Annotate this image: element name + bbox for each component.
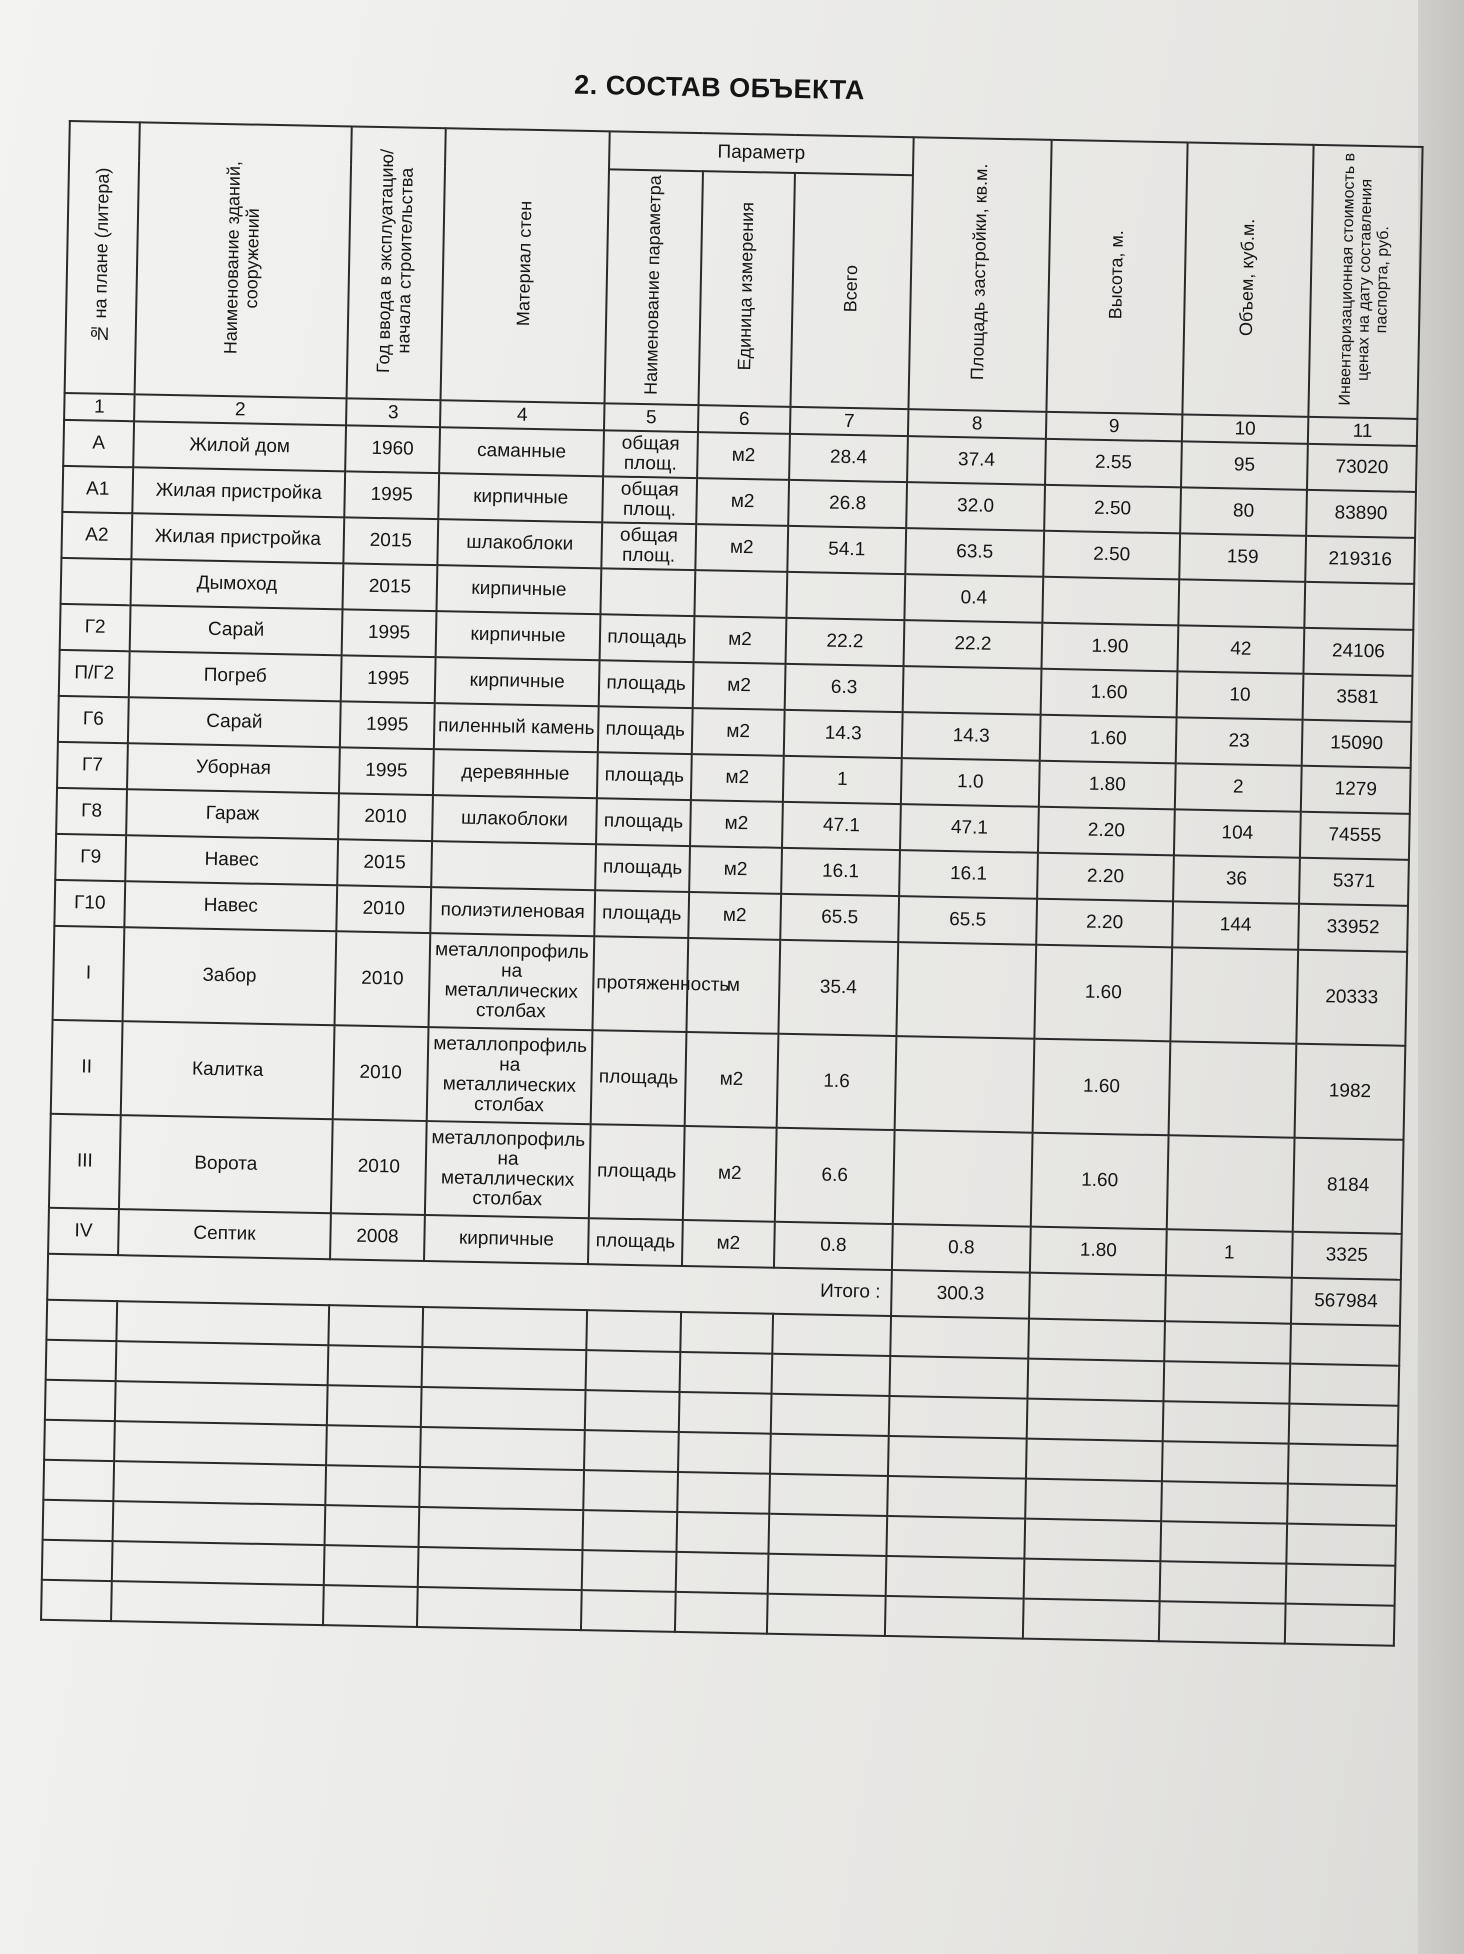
cell-year: 1960: [345, 425, 440, 473]
blank-cell: [888, 1436, 1027, 1479]
cell-name: Септик: [118, 1209, 331, 1259]
cell-unit: м2: [690, 800, 783, 848]
cell-unit: м2: [691, 754, 784, 802]
blank-cell: [1285, 1604, 1395, 1646]
blank-cell: [767, 1594, 886, 1636]
cell-height: 1.80: [1030, 1227, 1167, 1276]
totals-label: Итого :: [47, 1254, 892, 1316]
blank-cell: [327, 1385, 422, 1427]
cell-year: 1995: [342, 609, 437, 657]
cell-height: 1.80: [1039, 761, 1176, 810]
cell-area: [896, 942, 1036, 1039]
cell-year: 2008: [330, 1213, 425, 1261]
blank-cell: [772, 1314, 891, 1356]
col-number: 9: [1046, 412, 1182, 442]
cell-total: 28.4: [789, 434, 908, 482]
cell-area: 16.1: [899, 850, 1038, 899]
header-lit: № на плане (литера): [65, 121, 140, 394]
cell-volume: 10: [1177, 671, 1304, 719]
cell-param: [600, 568, 695, 616]
blank-cell: [1160, 1521, 1287, 1563]
cell-height: 1.60: [1034, 945, 1172, 1042]
blank-cell: [1026, 1439, 1163, 1482]
cell-wall: кирпичные: [438, 473, 603, 522]
header-total: Всего: [790, 173, 912, 409]
cell-lit: Г6: [58, 696, 129, 743]
blank-cell: [680, 1312, 773, 1354]
col-number: 6: [698, 405, 791, 434]
cell-wall: кирпичные: [436, 565, 601, 614]
cell-lit: [61, 558, 132, 605]
cell-area: 47.1: [900, 804, 1039, 853]
cell-volume: 144: [1172, 901, 1299, 949]
blank-cell: [1286, 1524, 1396, 1566]
cell-height: 2.20: [1037, 853, 1174, 902]
cell-area: [903, 666, 1042, 715]
cell-wall: [431, 841, 596, 890]
cell-param: площадь: [599, 660, 694, 708]
cell-name: Калитка: [121, 1021, 335, 1119]
cell-unit: м2: [694, 616, 787, 664]
blank-cell: [420, 1427, 585, 1470]
header-cost: Инвентаризационная стоимость в ценах на дату составления паспорта, руб.: [1308, 145, 1422, 419]
cell-volume: 159: [1179, 533, 1306, 581]
cell-volume: 23: [1176, 717, 1303, 765]
totals-area: 300.3: [891, 1270, 1030, 1319]
cell-cost: 83890: [1306, 490, 1416, 538]
cell-unit: м2: [693, 662, 786, 710]
cell-total: 1.6: [777, 1034, 897, 1130]
cell-height: 2.50: [1044, 485, 1181, 534]
cell-param: площадь: [594, 890, 689, 938]
blank-cell: [325, 1465, 420, 1507]
cell-year: 2010: [331, 1119, 427, 1215]
cell-wall: саманные: [439, 427, 604, 476]
cell-unit: [694, 570, 787, 618]
blank-cell: [422, 1307, 587, 1350]
blank-cell: [422, 1347, 587, 1390]
cell-lit: А2: [61, 512, 132, 559]
blank-cell: [42, 1540, 113, 1581]
blank-cell: [115, 1381, 328, 1425]
cell-total: 22.2: [786, 618, 905, 666]
blank-cell: [1159, 1601, 1286, 1643]
blank-cell: [586, 1350, 681, 1392]
cell-total: 16.1: [781, 848, 900, 896]
cell-height: 2.55: [1045, 439, 1182, 488]
blank-cell: [1290, 1324, 1400, 1366]
cell-area: 14.3: [902, 712, 1041, 761]
blank-cell: [1027, 1359, 1164, 1402]
header-unit: Единица измерения: [698, 171, 794, 407]
blank-cell: [887, 1476, 1026, 1519]
blank-cell: [769, 1474, 888, 1516]
col-number: 11: [1308, 417, 1417, 446]
cell-height: 1.60: [1041, 669, 1178, 718]
totals-empty: [1029, 1273, 1166, 1322]
cell-lit: Г7: [57, 742, 128, 789]
cell-lit: III: [49, 1114, 121, 1209]
cell-lit: II: [51, 1020, 123, 1115]
cell-wall: шлакоблоки: [432, 795, 597, 844]
col-number: 7: [790, 407, 909, 436]
cell-wall: кирпичные: [424, 1215, 589, 1264]
blank-cell: [678, 1432, 771, 1474]
cell-year: 2015: [343, 563, 438, 611]
cell-volume: [1167, 1135, 1295, 1231]
cell-unit: м2: [696, 478, 789, 526]
cell-param: площадь: [591, 1030, 687, 1126]
cell-name: Жилой дом: [133, 421, 346, 471]
cell-wall: деревянные: [433, 749, 598, 798]
cell-total: 54.1: [787, 526, 906, 574]
cell-cost: 1982: [1295, 1044, 1406, 1140]
cell-param: площадь: [588, 1218, 683, 1266]
cell-unit: м2: [697, 432, 790, 480]
header-area: Площадь застройки, кв.м.: [908, 137, 1051, 412]
cell-volume: [1170, 947, 1298, 1043]
cell-volume: 95: [1181, 441, 1308, 489]
blank-cell: [326, 1425, 421, 1467]
cell-total: 6.3: [785, 664, 904, 712]
header-height: Высота, м.: [1046, 140, 1187, 415]
blank-cell: [1164, 1321, 1291, 1363]
cell-name: Уборная: [127, 743, 340, 793]
cell-total: 6.6: [775, 1128, 895, 1224]
cell-lit: Г9: [55, 834, 126, 881]
object-composition-table: [40, 120, 1424, 1647]
blank-cell: [677, 1472, 770, 1514]
cell-name: Сарай: [128, 697, 341, 747]
cell-wall: пиленный камень: [434, 703, 599, 752]
blank-cell: [1286, 1564, 1396, 1606]
blank-cell: [43, 1500, 114, 1541]
cell-area: 37.4: [907, 436, 1046, 485]
cell-year: 2010: [333, 1025, 429, 1121]
blank-cell: [885, 1596, 1024, 1639]
cell-cost: 3581: [1303, 674, 1413, 722]
cell-lit: IV: [48, 1208, 119, 1255]
cell-year: 1995: [341, 655, 436, 703]
cell-area: 22.2: [904, 620, 1043, 669]
blank-cell: [768, 1554, 887, 1596]
blank-cell: [1289, 1364, 1399, 1406]
cell-param: протяженность: [592, 936, 688, 1032]
cell-area: 1.0: [901, 758, 1040, 807]
cell-cost: 33952: [1298, 904, 1408, 952]
cell-volume: 36: [1173, 855, 1300, 903]
blank-cell: [1024, 1519, 1161, 1562]
cell-wall: металлопрофиль на металлических столбах: [427, 1027, 593, 1124]
cell-cost: 1279: [1301, 766, 1411, 814]
cell-height: 2.20: [1038, 807, 1175, 856]
blank-cell: [116, 1301, 329, 1345]
cell-name: Погреб: [129, 651, 342, 701]
cell-cost: [1304, 582, 1414, 630]
cell-param: площадь: [600, 614, 695, 662]
blank-cell: [676, 1552, 769, 1594]
col-number: 5: [604, 403, 699, 432]
blank-cell: [45, 1380, 116, 1421]
blank-cell: [46, 1340, 117, 1381]
blank-cell: [890, 1356, 1029, 1399]
blank-cell: [586, 1310, 681, 1352]
cell-height: 1.60: [1031, 1133, 1169, 1230]
cell-area: 0.8: [892, 1224, 1031, 1273]
cell-volume: [1178, 579, 1305, 627]
cell-area: [895, 1036, 1035, 1133]
cell-name: Ворота: [119, 1115, 333, 1213]
cell-name: Навес: [125, 835, 338, 885]
cell-cost: 219316: [1305, 536, 1415, 584]
cell-unit: м2: [683, 1126, 777, 1222]
blank-cell: [419, 1507, 584, 1550]
cell-cost: 73020: [1307, 444, 1417, 492]
col-number: 2: [134, 394, 346, 425]
cell-year: 2015: [343, 517, 438, 565]
blank-cell: [1160, 1561, 1287, 1603]
blank-cell: [323, 1585, 418, 1627]
cell-wall: металлопрофиль на металлических столбах: [425, 1121, 591, 1218]
blank-cell: [675, 1592, 768, 1634]
cell-wall: шлакоблоки: [437, 519, 602, 568]
cell-total: [786, 572, 905, 620]
cell-name: Жилая пристройка: [132, 467, 345, 517]
blank-cell: [585, 1390, 680, 1432]
cell-name: Забор: [123, 927, 337, 1025]
cell-height: [1042, 577, 1179, 626]
blank-cell: [44, 1420, 115, 1461]
blank-cell: [1287, 1484, 1397, 1526]
cell-wall: полиэтиленовая: [430, 887, 595, 936]
blank-cell: [770, 1434, 889, 1476]
blank-cell: [886, 1556, 1025, 1599]
blank-cell: [113, 1501, 326, 1545]
blank-cell: [886, 1516, 1025, 1559]
blank-cell: [417, 1587, 582, 1630]
blank-cell: [46, 1300, 117, 1341]
blank-cell: [581, 1590, 676, 1632]
cell-total: 65.5: [780, 894, 899, 942]
blank-cell: [768, 1514, 887, 1556]
col-number: 1: [64, 393, 135, 421]
cell-param: площадь: [598, 706, 693, 754]
cell-total: 14.3: [784, 710, 903, 758]
cell-volume: 104: [1174, 809, 1301, 857]
blank-cell: [772, 1354, 891, 1396]
cell-total: 26.8: [788, 480, 907, 528]
col-number: 4: [440, 400, 604, 430]
header-name: Наименование зданий, сооружений: [135, 122, 352, 398]
cell-unit: м2: [689, 846, 782, 894]
cell-param: площадь: [589, 1124, 685, 1220]
cell-cost: 3325: [1292, 1232, 1402, 1280]
header-param-name: Наименование параметра: [605, 169, 703, 405]
blank-cell: [1163, 1361, 1290, 1403]
cell-height: 2.20: [1036, 899, 1173, 948]
cell-year: 1995: [340, 701, 435, 749]
cell-param: общая площ.: [602, 476, 697, 524]
cell-volume: [1169, 1041, 1297, 1137]
cell-cost: 8184: [1293, 1138, 1404, 1234]
blank-cell: [421, 1387, 586, 1430]
blank-cell: [1024, 1559, 1161, 1602]
header-param-group: Параметр: [609, 131, 914, 175]
header-year: Год ввода в эксплуатацию/начала строительства: [347, 126, 446, 400]
blank-cell: [676, 1512, 769, 1554]
cell-area: 32.0: [906, 482, 1045, 531]
blank-cell: [114, 1421, 327, 1465]
cell-param: площадь: [595, 844, 690, 892]
totals-empty: [1165, 1275, 1292, 1323]
cell-total: 0.8: [774, 1222, 893, 1270]
cell-year: 2015: [337, 839, 432, 887]
cell-lit: А: [63, 420, 134, 467]
blank-cell: [1289, 1404, 1399, 1446]
blank-cell: [328, 1305, 423, 1347]
totals-cost: 567984: [1291, 1278, 1401, 1326]
blank-cell: [324, 1545, 419, 1587]
cell-year: 2010: [335, 931, 431, 1027]
cell-total: 35.4: [778, 940, 898, 1036]
blank-cell: [1163, 1401, 1290, 1443]
blank-cell: [1161, 1481, 1288, 1523]
cell-lit: I: [53, 926, 125, 1021]
header-wall: Материал стен: [441, 128, 610, 403]
cell-year: 2010: [336, 885, 431, 933]
cell-height: 1.60: [1033, 1039, 1171, 1136]
blank-cell: [418, 1547, 583, 1590]
cell-cost: 74555: [1300, 812, 1410, 860]
blank-cell: [1288, 1444, 1398, 1486]
cell-volume: 1: [1166, 1229, 1293, 1277]
cell-wall: кирпичные: [435, 657, 600, 706]
cell-height: 1.90: [1042, 623, 1179, 672]
cell-cost: 5371: [1299, 858, 1409, 906]
cell-name: Жилая пристройка: [131, 513, 344, 563]
object-composition-sheet: [37, 60, 1449, 1786]
cell-name: Гараж: [126, 789, 339, 839]
cell-name: Дымоход: [131, 559, 344, 609]
cell-unit: м2: [685, 1032, 779, 1128]
blank-cell: [1025, 1479, 1162, 1522]
cell-lit: Г2: [60, 604, 131, 651]
cell-name: Сарай: [130, 605, 343, 655]
cell-unit: м: [686, 938, 780, 1034]
cell-year: 2010: [338, 793, 433, 841]
blank-cell: [112, 1541, 325, 1585]
cell-unit: м2: [682, 1220, 775, 1268]
blank-cell: [771, 1394, 890, 1436]
blank-cell: [1162, 1441, 1289, 1483]
cell-param: площадь: [597, 752, 692, 800]
col-number: 8: [908, 409, 1046, 439]
cell-param: площадь: [596, 798, 691, 846]
col-number: 10: [1182, 414, 1308, 443]
page-title: 2. СОСТАВ ОБЪЕКТА: [573, 69, 866, 106]
cell-total: 1: [783, 756, 902, 804]
blank-cell: [679, 1392, 772, 1434]
cell-lit: А1: [62, 466, 133, 513]
cell-wall: кирпичные: [436, 611, 601, 660]
header-volume: Объем, куб.м.: [1182, 142, 1313, 416]
blank-cell: [43, 1460, 114, 1501]
cell-area: [893, 1130, 1033, 1227]
blank-cell: [680, 1352, 773, 1394]
cell-cost: 15090: [1302, 720, 1412, 768]
cell-volume: 42: [1177, 625, 1304, 673]
blank-cell: [328, 1345, 423, 1387]
cell-year: 1995: [339, 747, 434, 795]
cell-volume: 80: [1180, 487, 1307, 535]
blank-cell: [582, 1550, 677, 1592]
cell-unit: м2: [695, 524, 788, 572]
blank-cell: [419, 1467, 584, 1510]
blank-cell: [889, 1396, 1028, 1439]
blank-cell: [1023, 1599, 1160, 1642]
cell-param: общая площ.: [601, 522, 696, 570]
cell-area: 65.5: [898, 896, 1037, 945]
cell-area: 63.5: [905, 528, 1044, 577]
cell-unit: м2: [688, 892, 781, 940]
cell-unit: м2: [692, 708, 785, 756]
cell-total: 47.1: [782, 802, 901, 850]
cell-volume: 2: [1175, 763, 1302, 811]
cell-height: 2.50: [1043, 531, 1180, 580]
cell-year: 1995: [344, 471, 439, 519]
blank-cell: [113, 1461, 326, 1505]
blank-cell: [1028, 1319, 1165, 1362]
cell-lit: П/Г2: [59, 650, 130, 697]
blank-cell: [116, 1341, 329, 1385]
blank-cell: [111, 1581, 324, 1625]
cell-lit: Г8: [56, 788, 127, 835]
blank-cell: [1027, 1399, 1164, 1442]
col-number: 3: [346, 398, 441, 427]
cell-area: 0.4: [904, 574, 1043, 623]
cell-param: общая площ.: [603, 430, 698, 478]
blank-cell: [584, 1430, 679, 1472]
cell-cost: 24106: [1303, 628, 1413, 676]
blank-cell: [582, 1510, 677, 1552]
cell-wall: металлопрофиль на металлических столбах: [429, 933, 595, 1030]
blank-cell: [325, 1505, 420, 1547]
blank-cell: [583, 1470, 678, 1512]
cell-lit: Г10: [54, 880, 125, 927]
cell-cost: 20333: [1296, 950, 1407, 1046]
cell-height: 1.60: [1040, 715, 1177, 764]
blank-cell: [890, 1316, 1029, 1359]
blank-cell: [41, 1580, 112, 1621]
cell-name: Навес: [124, 881, 337, 931]
